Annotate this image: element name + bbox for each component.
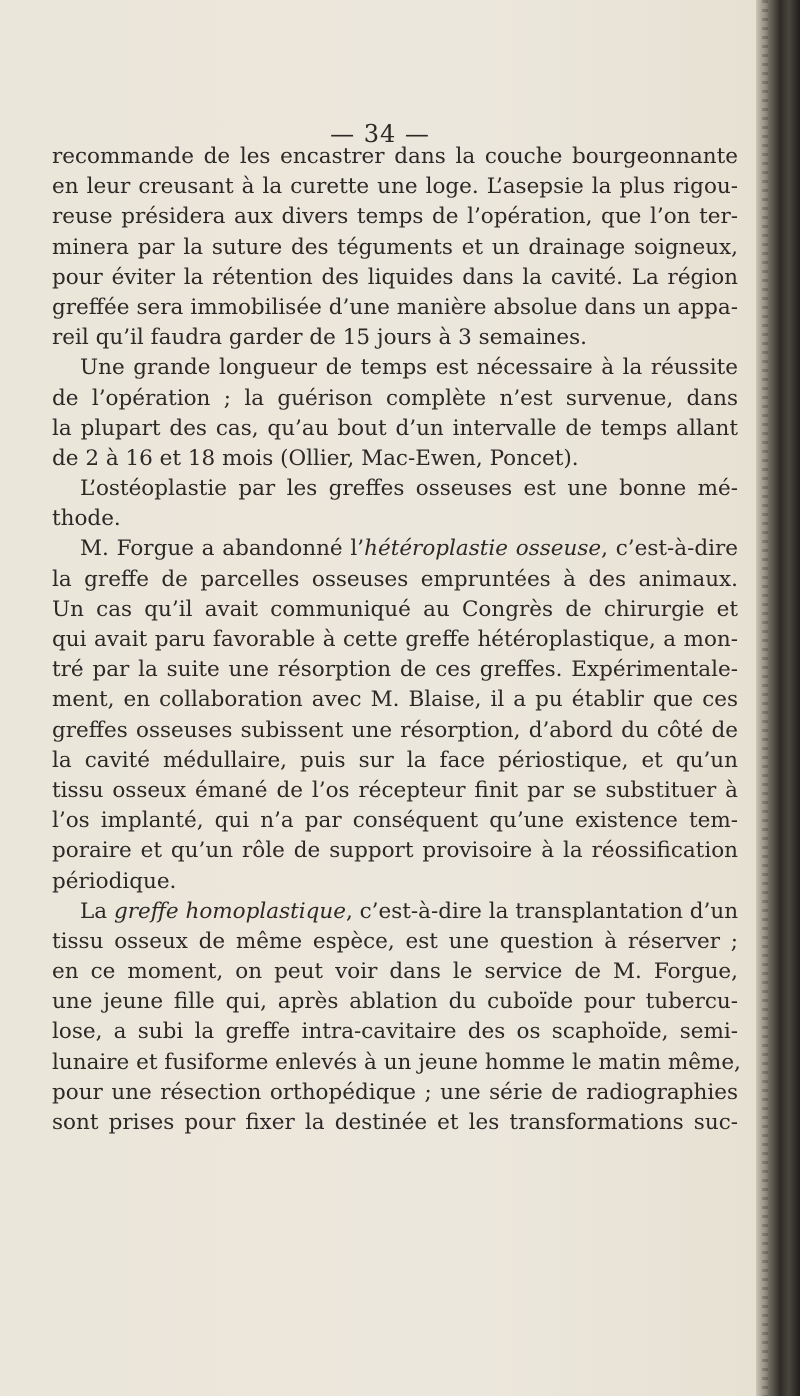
italic-term: greffe homoplastique xyxy=(113,898,346,924)
text-segment: , c’est-à-dire xyxy=(601,536,738,562)
text-line: tissu osseux émané de l’os récepteur finit par se substituer à xyxy=(52,777,738,803)
text-line: sont prises pour fixer la destinée et les transformations suc- xyxy=(52,1110,738,1135)
text-line: Un cas qu’il avait communiqué au Congrès de chirurgie et xyxy=(52,596,738,622)
text-line: la cavité médullaire, puis sur la face périostique, et qu’un xyxy=(52,747,738,773)
text-line: de 2 à 16 et 18 mois (Ollier, Mac-Ewen, Poncet). xyxy=(52,445,579,471)
text-line: de l’opération ; la guérison complète n’est survenue, dans xyxy=(52,385,738,411)
text-line: lunaire et fusiforme enlevés à un jeune homme le matin même, xyxy=(52,1049,741,1075)
text-line: l’os implanté, qui n’a par conséquent qu’une existence tem- xyxy=(52,808,738,834)
italic-term: hétéroplastie osseuse xyxy=(364,536,602,562)
text-line: recommande de les encastrer dans la couche bourgeonnante xyxy=(52,144,738,169)
text-line: lose, a subi la greffe intra-cavitaire des os scaphoïde, semi- xyxy=(52,1019,738,1045)
page-number: — 34 — xyxy=(330,120,430,148)
text-line: reuse présidera aux divers temps de l’opération, que l’on ter- xyxy=(52,204,738,230)
text-line: Une grande longueur de temps est nécessaire à la réussite xyxy=(80,355,738,381)
text-line: en ce moment, on peut voir dans le service de M. Forgue, xyxy=(52,959,738,985)
text-segment: La xyxy=(80,898,114,924)
text-line: poraire et qu’un rôle de support provisoire à la réossification xyxy=(52,838,738,864)
text-line-with-italic xyxy=(52,897,738,927)
text-line: thode. xyxy=(52,506,121,532)
text-line: reil qu’il faudra garder de 15 jours à 3 semaines. xyxy=(52,325,587,351)
text-line-with-italic xyxy=(52,534,738,564)
text-line: L’ostéoplastie par les greffes osseuses est une bonne mé- xyxy=(80,476,738,502)
text-line: pour une résection orthopédique ; une série de radiographies xyxy=(52,1079,738,1105)
page-edge-shadow xyxy=(756,0,800,1396)
text-line: greffes osseuses subissent une résorption, d’abord du côté de xyxy=(52,717,738,743)
text-line: pour éviter la rétention des liquides dans la cavité. La région xyxy=(52,264,738,290)
text-line: qui avait paru favorable à cette greffe hétéroplastique, a mon- xyxy=(52,627,738,652)
text-line: minera par la suture des téguments et un drainage soigneux, xyxy=(52,234,738,260)
text-line: greffée sera immobilisée d’une manière absolue dans un appa- xyxy=(52,294,738,320)
text-line: tissu osseux de même espèce, est une question à réserver ; xyxy=(52,928,738,954)
text-segment: M. Forgue a abandonné l’ xyxy=(80,536,365,562)
text-line: la plupart des cas, qu’au bout d’un intervalle de temps allant xyxy=(52,415,738,441)
text-line: la greffe de parcelles osseuses empruntées à des animaux. xyxy=(52,566,738,592)
text-line: périodique. xyxy=(52,868,177,894)
page-body-text xyxy=(52,142,741,1138)
text-line: en leur creusant à la curette une loge. L’asepsie la plus rigou- xyxy=(52,174,738,200)
text-line: tré par la suite une résorption de ces greffes. Expérimentale- xyxy=(52,657,738,683)
text-line: ment, en collaboration avec M. Blaise, il a pu établir que ces xyxy=(52,687,738,713)
text-segment: , c’est-à-dire la transplantation d’un xyxy=(345,898,739,924)
text-line: une jeune fille qui, après ablation du cuboïde pour tubercu- xyxy=(52,989,738,1015)
